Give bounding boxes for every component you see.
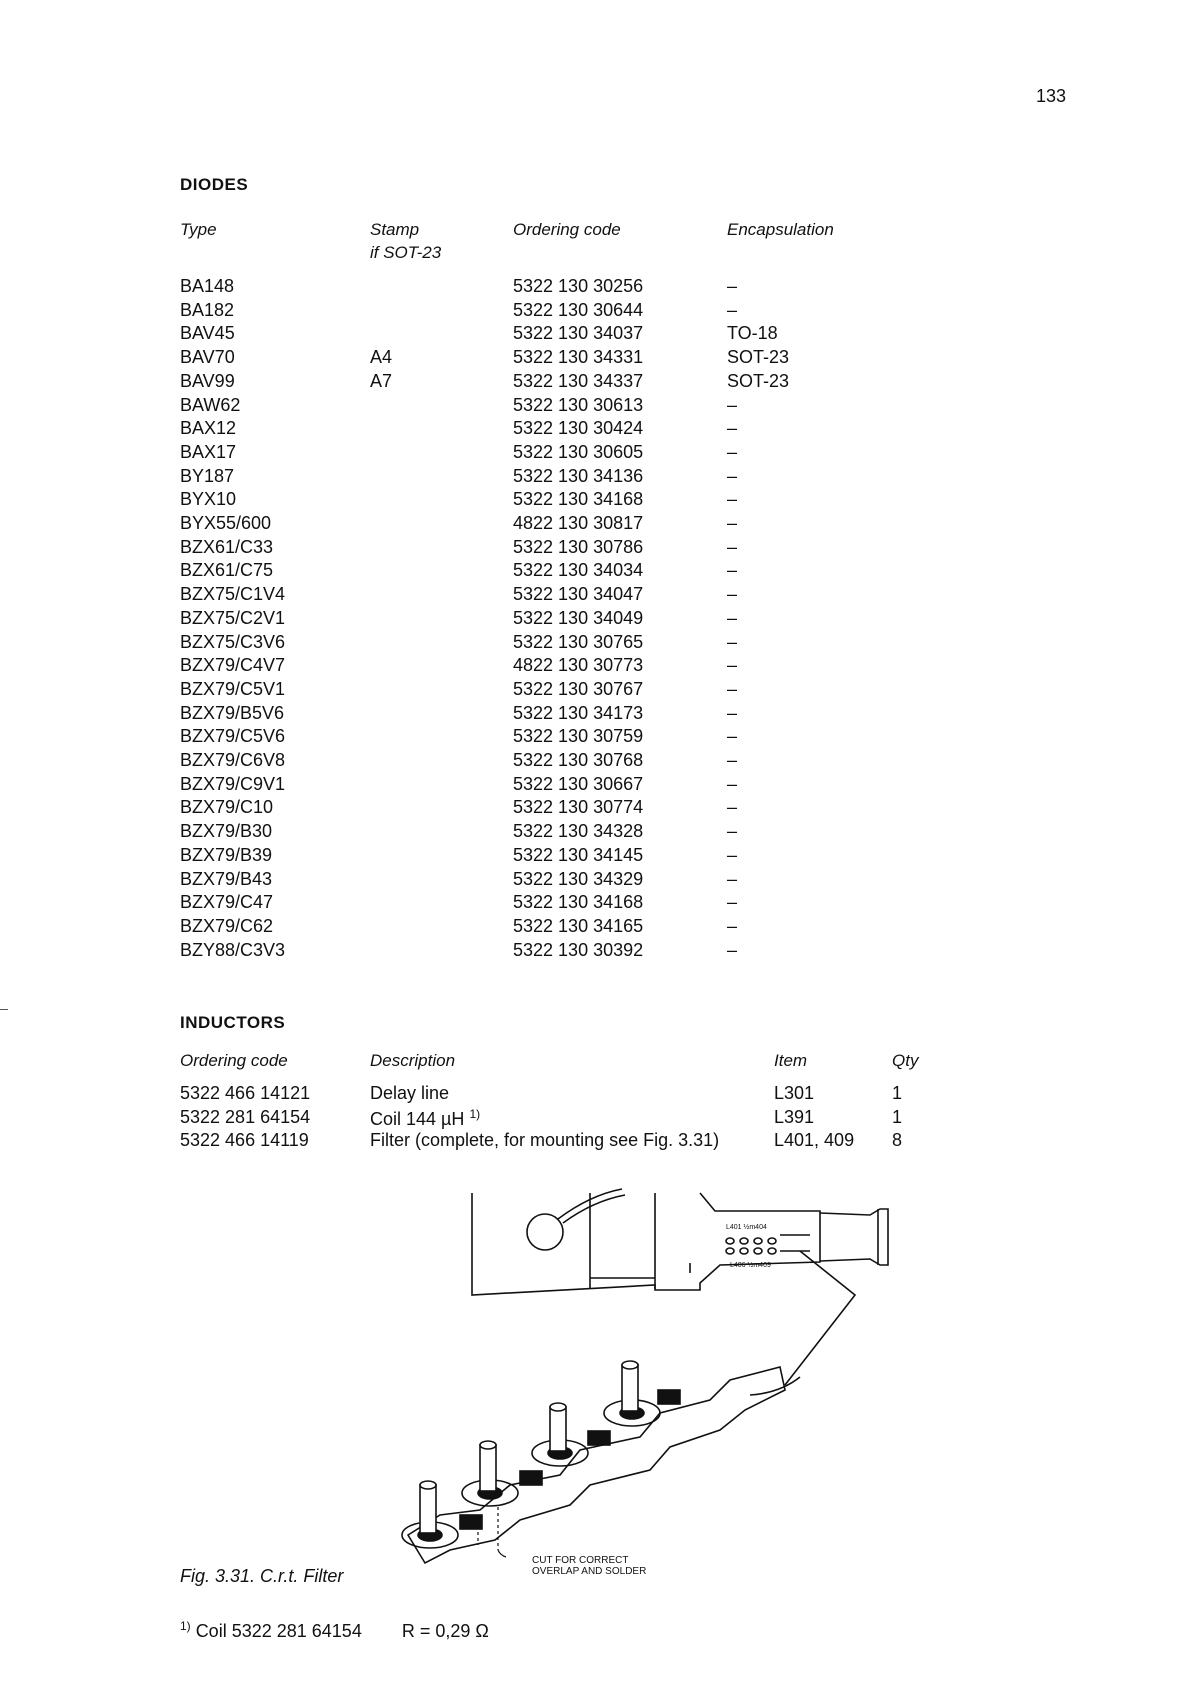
diode-encapsulation: – xyxy=(727,489,738,510)
diodes-table-body xyxy=(180,276,880,976)
diode-row xyxy=(180,395,880,419)
diode-type: BZY88/C3V3 xyxy=(180,939,286,960)
diode-ordering-code: 5322 130 30765 xyxy=(513,631,644,652)
diode-encapsulation: TO-18 xyxy=(727,323,778,344)
inductor-description-cell xyxy=(370,1130,719,1151)
inductor-description-cell xyxy=(370,1107,480,1130)
diode-encapsulation: – xyxy=(727,560,738,581)
diode-encapsulation: – xyxy=(727,394,738,415)
header-encapsulation: Encapsulation xyxy=(727,220,834,239)
diode-encapsulation: – xyxy=(727,655,738,676)
diode-type: BZX79/C6V8 xyxy=(180,750,286,770)
diode-ordering-code: 5322 130 34328 xyxy=(513,821,644,842)
diode-encapsulation: – xyxy=(727,441,738,462)
diode-ordering-code: 5322 130 30667 xyxy=(513,773,644,794)
inductor-row xyxy=(180,1083,940,1107)
figure-caption: Fig. 3.31. C.r.t. Filter xyxy=(180,1566,344,1586)
diode-row xyxy=(180,584,880,608)
diode-row xyxy=(180,821,880,845)
footnote-reference: 1) xyxy=(469,1106,481,1121)
diode-ordering-code: 5322 130 30767 xyxy=(513,678,644,699)
cut-callout-line1: CUT FOR CORRECT xyxy=(532,1555,629,1566)
inductors-table-body xyxy=(180,1083,940,1158)
diode-type: BZX79/B30 xyxy=(180,821,273,842)
diode-ordering-code: 5322 130 34168 xyxy=(513,892,644,913)
diode-ordering-code: 5322 130 34168 xyxy=(513,489,644,510)
diode-row xyxy=(180,679,880,703)
header-type: Type xyxy=(180,220,217,239)
diode-encapsulation: – xyxy=(727,892,738,913)
footnote-text: Coil 5322 281 64154 xyxy=(195,1621,362,1641)
diode-row xyxy=(180,655,880,679)
diode-ordering-code: 5322 130 34047 xyxy=(513,584,644,605)
diode-type: BZX75/C3V6 xyxy=(180,631,286,652)
filter-elements xyxy=(402,1361,680,1548)
crt-bulb xyxy=(527,1214,563,1250)
inductor-ordering-code: 5322 466 14119 xyxy=(180,1130,309,1150)
diode-row xyxy=(180,466,880,490)
inductors-section-title: INDUCTORS xyxy=(180,1013,286,1032)
diode-row xyxy=(180,347,880,371)
diode-row xyxy=(180,489,880,513)
diode-type: BZX79/C62 xyxy=(180,915,274,936)
diode-encapsulation: – xyxy=(727,299,738,320)
inductor-ordering-code: 5322 281 64154 xyxy=(180,1106,311,1127)
diode-ordering-code: 5322 130 34037 xyxy=(513,323,644,344)
diode-type: BZX79/C9V1 xyxy=(180,773,286,794)
diode-encapsulation: – xyxy=(727,939,738,960)
diode-type: BAV45 xyxy=(180,323,235,344)
diode-type: BAV99 xyxy=(180,370,235,391)
diode-stamp: A7 xyxy=(370,370,393,391)
diode-ordering-code: 5322 130 34145 xyxy=(513,844,644,865)
diode-stamp: A4 xyxy=(370,347,393,368)
filter-element-4 xyxy=(604,1361,680,1426)
diode-row xyxy=(180,300,880,324)
diode-type: BZX79/B5V6 xyxy=(180,702,285,723)
diode-row xyxy=(180,703,880,727)
diode-type: BZX61/C33 xyxy=(180,536,274,557)
diodes-section-title: DIODES xyxy=(180,175,249,194)
diode-ordering-code: 5322 130 30613 xyxy=(513,394,644,415)
header-description: Description xyxy=(370,1051,456,1070)
inductors-table-header xyxy=(180,1051,940,1077)
diode-row xyxy=(180,750,880,774)
diode-row xyxy=(180,940,880,964)
diode-ordering-code: 5322 130 34331 xyxy=(513,347,644,368)
diode-type: BA148 xyxy=(180,276,235,296)
diode-type: BZX79/C5V6 xyxy=(180,726,286,747)
diode-ordering-code: 5322 130 30424 xyxy=(513,418,644,439)
diode-ordering-code: 5322 130 34173 xyxy=(513,702,644,723)
diode-encapsulation: – xyxy=(727,726,738,747)
inductor-item: L391 xyxy=(774,1106,815,1127)
diode-ordering-code: 5322 130 30774 xyxy=(513,797,644,818)
diode-type: BZX79/B43 xyxy=(180,868,273,889)
header-ordering-code: Ordering code xyxy=(180,1051,288,1070)
filter-strip xyxy=(408,1367,785,1563)
diode-encapsulation: – xyxy=(727,750,738,770)
crt-housing-outline xyxy=(472,1193,820,1295)
diode-ordering-code: 5322 130 30392 xyxy=(513,939,644,960)
diode-encapsulation: – xyxy=(727,536,738,557)
diode-type: BZX61/C75 xyxy=(180,560,274,581)
header-ordering-code: Ordering code xyxy=(513,220,621,239)
diode-encapsulation: – xyxy=(727,868,738,889)
tube-label-bottom: L406 ½m409 xyxy=(730,1262,771,1269)
diode-ordering-code: 5322 130 34329 xyxy=(513,868,644,889)
diode-type: BYX55/600 xyxy=(180,513,272,533)
diode-type: BZX75/C1V4 xyxy=(180,584,286,605)
header-stamp-sub: if SOT-23 xyxy=(370,243,442,262)
diode-type: BAV70 xyxy=(180,347,235,368)
diode-type: BZX79/C5V1 xyxy=(180,678,286,699)
diode-encapsulation: – xyxy=(727,465,738,486)
inductor-description: Coil 144 µH xyxy=(370,1108,465,1129)
diode-row xyxy=(180,916,880,940)
diode-ordering-code: 5322 130 34337 xyxy=(513,370,644,391)
diode-row xyxy=(180,276,880,300)
diode-type: BZX79/B39 xyxy=(180,844,273,865)
diode-row xyxy=(180,323,880,347)
header-qty: Qty xyxy=(892,1051,919,1070)
inductor-description-cell xyxy=(370,1083,449,1104)
diode-row xyxy=(180,418,880,442)
diode-ordering-code: 5322 130 30759 xyxy=(513,726,644,747)
diode-encapsulation: – xyxy=(727,797,738,818)
diode-row xyxy=(180,774,880,798)
inductor-item: L301 xyxy=(774,1083,815,1103)
diode-encapsulation: – xyxy=(727,607,738,628)
diode-type: BAX17 xyxy=(180,441,237,462)
cut-callout-line2: OVERLAP AND SOLDER xyxy=(532,1566,647,1577)
diode-row xyxy=(180,513,880,537)
diodes-table-header xyxy=(180,220,880,270)
diode-type: BZX75/C2V1 xyxy=(180,607,286,628)
diode-row xyxy=(180,726,880,750)
diode-type: BA182 xyxy=(180,299,235,320)
diode-ordering-code: 4822 130 30773 xyxy=(513,655,644,676)
diode-encapsulation: – xyxy=(727,418,738,439)
diode-row xyxy=(180,608,880,632)
diode-encapsulation: SOT-23 xyxy=(727,347,790,368)
diode-type: BYX10 xyxy=(180,489,237,510)
inductor-ordering-code: 5322 466 14121 xyxy=(180,1083,311,1103)
diode-encapsulation: – xyxy=(727,821,738,842)
diode-row xyxy=(180,632,880,656)
inductor-item: L401, 409 xyxy=(774,1130,855,1150)
diode-encapsulation: – xyxy=(727,276,738,296)
inductor-qty: 1 xyxy=(892,1106,903,1127)
neck-filter xyxy=(726,1235,810,1254)
diode-row xyxy=(180,797,880,821)
diode-row xyxy=(180,869,880,893)
footnote xyxy=(180,1619,489,1642)
diode-encapsulation: – xyxy=(727,773,738,794)
diode-ordering-code: 4822 130 30817 xyxy=(513,513,644,533)
diode-encapsulation: – xyxy=(727,584,738,605)
diode-type: BY187 xyxy=(180,465,235,486)
inductor-description: Delay line xyxy=(370,1083,450,1103)
inductor-description: Filter (complete, for mounting see Fig. 3.31) xyxy=(370,1130,720,1150)
diode-ordering-code: 5322 130 34136 xyxy=(513,465,644,486)
diode-encapsulation: – xyxy=(727,678,738,699)
diode-encapsulation: SOT-23 xyxy=(727,370,790,391)
page-number: 133 xyxy=(1036,86,1067,106)
filter-element-3 xyxy=(532,1403,610,1466)
diode-type: BZX79/C10 xyxy=(180,797,274,818)
diode-row xyxy=(180,537,880,561)
diode-row xyxy=(180,371,880,395)
diode-encapsulation: – xyxy=(727,844,738,865)
tube-label-top: L401 ½m404 xyxy=(726,1224,767,1231)
diode-type: BAX12 xyxy=(180,418,237,439)
diode-type: BZX79/C47 xyxy=(180,892,274,913)
diode-row xyxy=(180,845,880,869)
diode-ordering-code: 5322 130 30786 xyxy=(513,536,644,557)
diode-type: BAW62 xyxy=(180,394,241,415)
diode-ordering-code: 5322 130 30768 xyxy=(513,750,644,770)
scan-mark xyxy=(0,1009,8,1010)
inductor-row xyxy=(180,1130,940,1154)
diode-ordering-code: 5322 130 34034 xyxy=(513,560,644,581)
diode-encapsulation: – xyxy=(727,702,738,723)
diode-row xyxy=(180,892,880,916)
inductor-row xyxy=(180,1107,940,1131)
crt-filter-illustration xyxy=(400,1185,920,1590)
diode-ordering-code: 5322 130 30256 xyxy=(513,276,644,296)
diode-type: BZX79/C4V7 xyxy=(180,655,286,676)
diode-ordering-code: 5322 130 34165 xyxy=(513,915,644,936)
inductor-qty: 8 xyxy=(892,1130,903,1150)
inductor-qty: 1 xyxy=(892,1083,903,1103)
footnote-marker: 1) xyxy=(180,1619,191,1633)
diode-ordering-code: 5322 130 30605 xyxy=(513,441,644,462)
header-stamp: Stamp xyxy=(370,220,420,239)
diode-ordering-code: 5322 130 34049 xyxy=(513,607,644,628)
diode-encapsulation: – xyxy=(727,631,738,652)
filter-element-2 xyxy=(462,1441,542,1506)
diode-encapsulation: – xyxy=(727,513,738,533)
diode-row xyxy=(180,442,880,466)
diode-ordering-code: 5322 130 30644 xyxy=(513,299,644,320)
footnote-value: R = 0,29 Ω xyxy=(401,1621,489,1641)
header-item: Item xyxy=(774,1051,808,1070)
diode-encapsulation: – xyxy=(727,915,738,936)
diode-row xyxy=(180,560,880,584)
